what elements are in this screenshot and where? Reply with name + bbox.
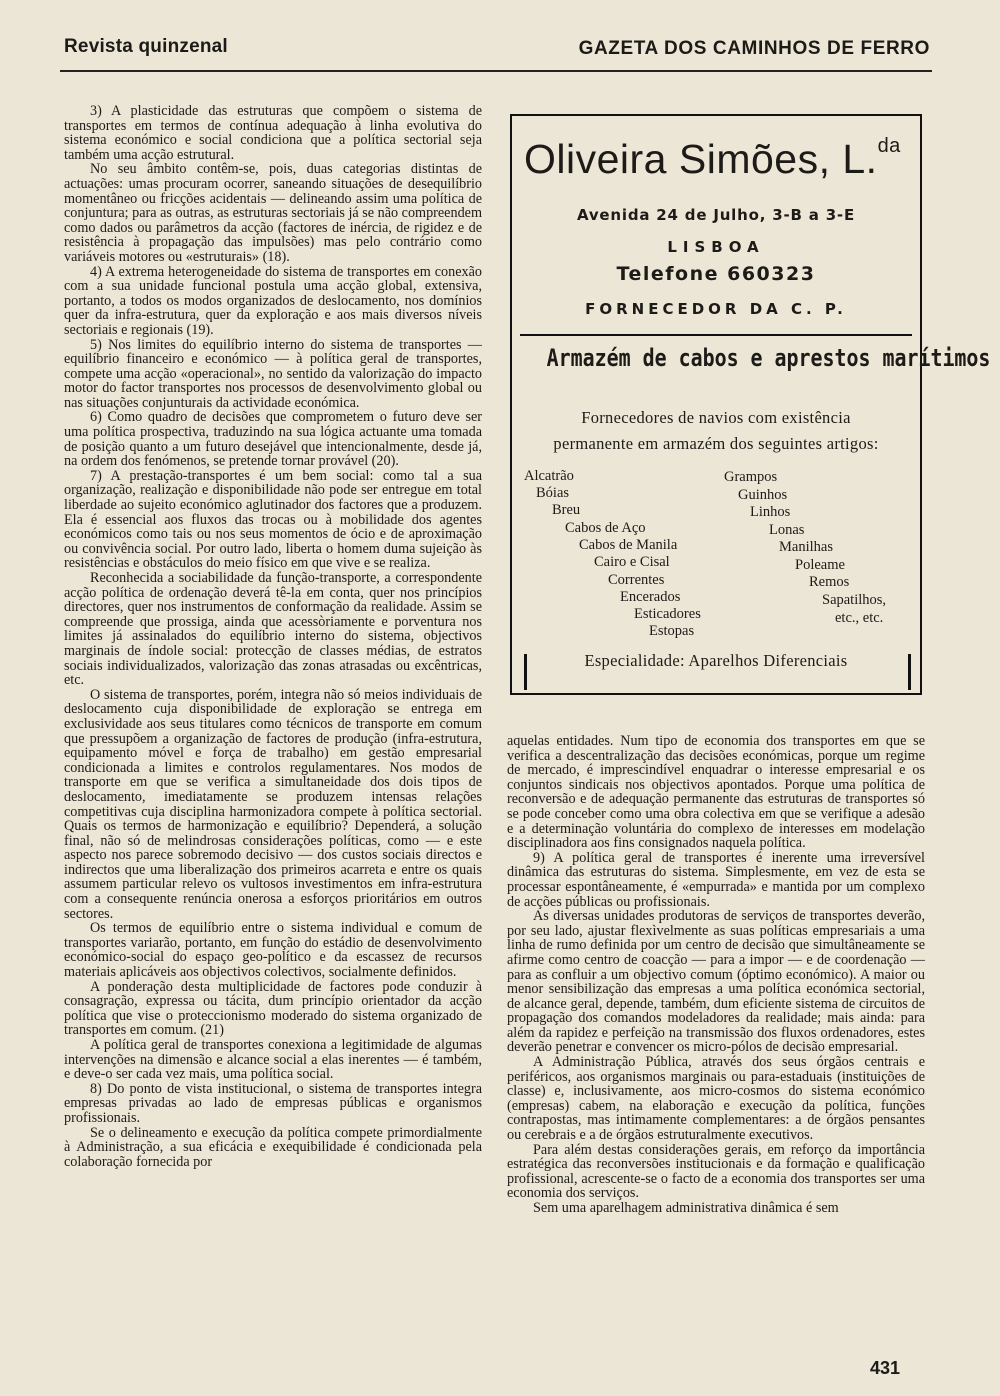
paragraph: Reconhecida a sociabilidade da função-transporte, a correspondente acção política de ordenação deverá tê-la em conta, quer nos princípios directores, quer nos instrumentos de conformação da realidade. Assim se compreende que prossiga, ainda que acessòriamente e porventura nos limites já assinalados do equilíbrio interno do sistema, objectivos marginais de índole social: protecção de classes médias, de estratos sociais individualizados, valorização das zonas atrasadas ou excêntricas, etc. [64,570,482,689]
ad-item: Estopas [649,623,695,639]
ad-item: Esticadores [634,606,701,622]
paragraph: A ponderação desta multiplicidade de factores pode conduzir à consagração, expressa ou tácita, dum princípio orientador da acção política que vise o proteccionismo moderado do sistema organizado de transportes em comum. (21) [64,978,482,1039]
ad-divider [520,334,912,336]
paragraph: 4) A extrema heterogeneidade do sistema de transportes em conexão com a sua unidade funcional postula uma acção global, extensiva, portanto, a todos os modos organizados de deslocamento, nos domínios quer da infra-estrutura, quer da exploração e aos mais diversos níveis sectoriais e regionais (19). [64,263,482,338]
ad-supplier: FORNECEDOR DA C. P. [585,300,847,318]
paragraph: Sem uma aparelhagem administrativa dinâmica é sem [533,1200,839,1216]
ad-item: Cabos de Aço [565,520,646,536]
ad-item: etc., etc. [835,610,884,626]
ad-item: Lonas [769,522,805,538]
ad-address: Avenida 24 de Julho, 3-B a 3-E [576,206,856,224]
left-text-column [64,104,482,1169]
ad-item: Encerados [620,589,681,605]
paragraph: 8) Do ponto de vista institucional, o sistema de transportes integra empresas privadas ao lado de empresas públicas e organismos profissionais. [64,1080,482,1126]
ad-item: Linhos [750,504,791,520]
ad-item: Manilhas [779,539,833,555]
paragraph: No seu âmbito contêm-se, pois, duas categorias distintas de actuações: umas procuram ocorrer, saneando situações de desequilíbrio momentâneo ou fricções acidentais — delineando assim uma política de conjuntura; para as outras, as estruturas sectoriais já se não compreendem como dados ou parâmetros da acção (factores de inércia, de rigidez e de resistência à propagação das impulsões) mas pelo contrário como variáveis motores ou «estruturais» (18). [64,161,482,265]
paragraph: O sistema de transportes, porém, integra não só meios individuais de deslocamento cuja disponibilidade de exploração se entrega em exclusividade aos seus titulares como técnicos de transporte em comum que pressupõem a organização de factores de produção (infra-estrutura, equipamento móvel e força de trabalho) em gestão empresarial condicionada a limites e controlos regulamentares. Nos modos de transporte em que se verifica a simultaneidade dos dois tipos de deslocamento, imediatamente se produzem intensas relações competitivas cuja disciplina harmonizadora compete à política sectorial. Quais os termos de harmonização e equilíbrio? Dependerá, a solução final, não só de melindrosas considerações políticas, como — e este aspecto nos parece sobremodo decisivo — dos custos sociais directos e indirectos que uma liberalização dos primeiros acarreta e entre os quais assumem particular relevo os vultosos investimentos em infra-estrutura com a consequente renúncia onerosa a esforços prioritários em outros sectores. [64,686,482,922]
ad-specialty: Especialidade: Aparelhos Diferenciais [584,651,848,670]
paragraph: 7) A prestação-transportes é um bem social: como tal a sua organização, realização e disponibilidade não pode ser entregue em total liberdade ao sujeito económico aglutinador dos factores que a produzem. Ela é essencial aos fluxos das trocas ou à mobilidade dos agentes económicos como tais ou nos seus momentos de ócio e de aproximação ou convivência social. Por outro lado, liberta o homem duma sujeição às resistências e obstáculos do meio físico em que vive e se realiza. [64,467,482,572]
ad-item: Cairo e Cisal [594,554,670,570]
ad-phone: Telefone 660323 [616,263,816,285]
ad-item: Guinhos [738,487,788,503]
paragraph: Os termos de equilíbrio entre o sistema individual e comum de transportes variarão, portanto, em função do estádio de desenvolvimento económico-social do espaço geo-político e da escassez de recursos materiais aplicáveis aos objectivos colectivos, socialmente definidos. [64,920,482,981]
ad-company-suffix: da [877,135,901,158]
paragraph: 9) A política geral de transportes é inerente uma irreversível dinâmica das estruturas do sistema. Simplesmente, em vez de esta se processar espontâneamente, é «empurrada» e mantida por um complexo de acções públicas ou profissionais. [507,849,925,910]
paragraph: Se o delineamento e execução da política compete primordialmente à Administração, a sua eficácia e exequibilidade é condicionada pela colaboração fornecida por [64,1124,482,1170]
ad-side-bar [908,654,911,690]
ad-item: Correntes [608,572,665,588]
ad-company-name: Oliveira Simões, L.$^{da}$ [524,135,901,182]
paragraph: aquelas entidades. Num tipo de economia dos transportes em que se verifica a descentralização das decisões económicas, porque um regime de mercado, é imprescindível enquadrar o interesse empresarial e os conjuntos sindicais nos objectivos apontados. Porque uma política de reconversão e de adequação permanente das estruturas de transportes só se pode conceber como uma obra colectiva em que se verifique a adesão e a determinação voluntária do complexo de interesses em modelação disciplinadora aos fins consignados naquela política. [507,733,925,852]
ad-item: Grampos [724,469,778,485]
ad-item: Cabos de Manila [579,537,678,553]
ad-city: LISBOA [667,238,765,256]
right-text-column [507,734,925,1216]
page-number: 431 [870,1358,901,1378]
paragraph: Para além destas considerações gerais, em reforço da importância estratégica das reconversões institucionais e da formação e qualificação profissional, acrescente-se o facto de a economia dos transportes ser uma economia dos serviços. [507,1141,925,1202]
paragraph: 6) Como quadro de decisões que comprometem o futuro deve ser uma política prospectiva, traduzindo na sua lógica actuante uma tomada de posição quanto a um futuro desejável que intencionalmente, desde já, na ordem dos fenómenos, se pretende tornar provável (20). [64,409,482,470]
header-periodicity: Revista quinzenal [64,36,228,57]
ad-item: Alcatrão [524,468,574,484]
ad-description-line: permanente em armazém dos seguintes artigos: [553,434,879,453]
header-rule [60,70,932,72]
ad-item: Remos [809,574,850,590]
header-publication-title: GAZETA DOS CAMINHOS DE FERRO [578,38,930,59]
paragraph: 3) A plasticidade das estruturas que compõem o sistema de transportes em termos de contínua adequação à linha evolutiva do sistema económico e social condiciona que a política sectorial seja também uma acção estrutural. [64,103,482,163]
ad-item: Poleame [795,557,845,573]
paragraph: 5) Nos limites do equilíbrio interno do sistema de transportes — equilíbrio financeiro e económico — à política geral de transportes, compete uma acção «operacional», no sentido da valorização do impacto motor do factor transportes nos processos de desenvolvimento global ou nas situações conjunturais da actividade económica. [64,336,482,411]
advertisement-box [510,114,991,695]
ad-description-line: Fornecedores de navios com existência [581,408,851,427]
ad-item: Sapatilhos, [822,592,887,608]
paragraph: As diversas unidades produtoras de serviços de transportes deverão, por seu lado, ajustar flexìvelmente as suas políticas empresariais a uma linha de rumo definida por um centro de decisão que simultâneamente se afirme como centro de coacção — para a impor — e de coordenação — para as confluir a um objectivo comum (óptimo económico). A maior ou menor sensibilização das empresas a uma política económica sectorial, de alcance geral, depende, também, dum eficiente sistema de circuitos de propagação dos comandos modeladores da realidade; mais ainda: para além da rapidez e perfeição na transmissão dos fluxos ordenadores, estes deverão penetrar e convencer os micro-pólos de decisão empresarial. [507,908,925,1056]
ad-item: Breu [552,502,581,518]
paragraph: A política geral de transportes conexiona a legitimidade de algumas intervenções na dimensão e alcance social a elas inerentes — é também, e deve-o ser cada vez mais, uma política social. [64,1037,482,1083]
paragraph: A Administração Pública, através dos seus órgãos centrais e periféricos, aos organismos marginais ou para-estaduais (instituições de classe) e, inclusivamente, aos micro-cosmos do sistema económico (empresas) cabem, na elaboração e execução da política, funções contrapostas, mas intimamente complementares: a de órgãos pensantes ou cerebrais e a de órgãos estruturalmente executivos. [507,1054,925,1144]
ad-warehouse-heading: Armazém de cabos e aprestos marítimos [546,344,991,372]
ad-item: Bóias [536,485,570,501]
